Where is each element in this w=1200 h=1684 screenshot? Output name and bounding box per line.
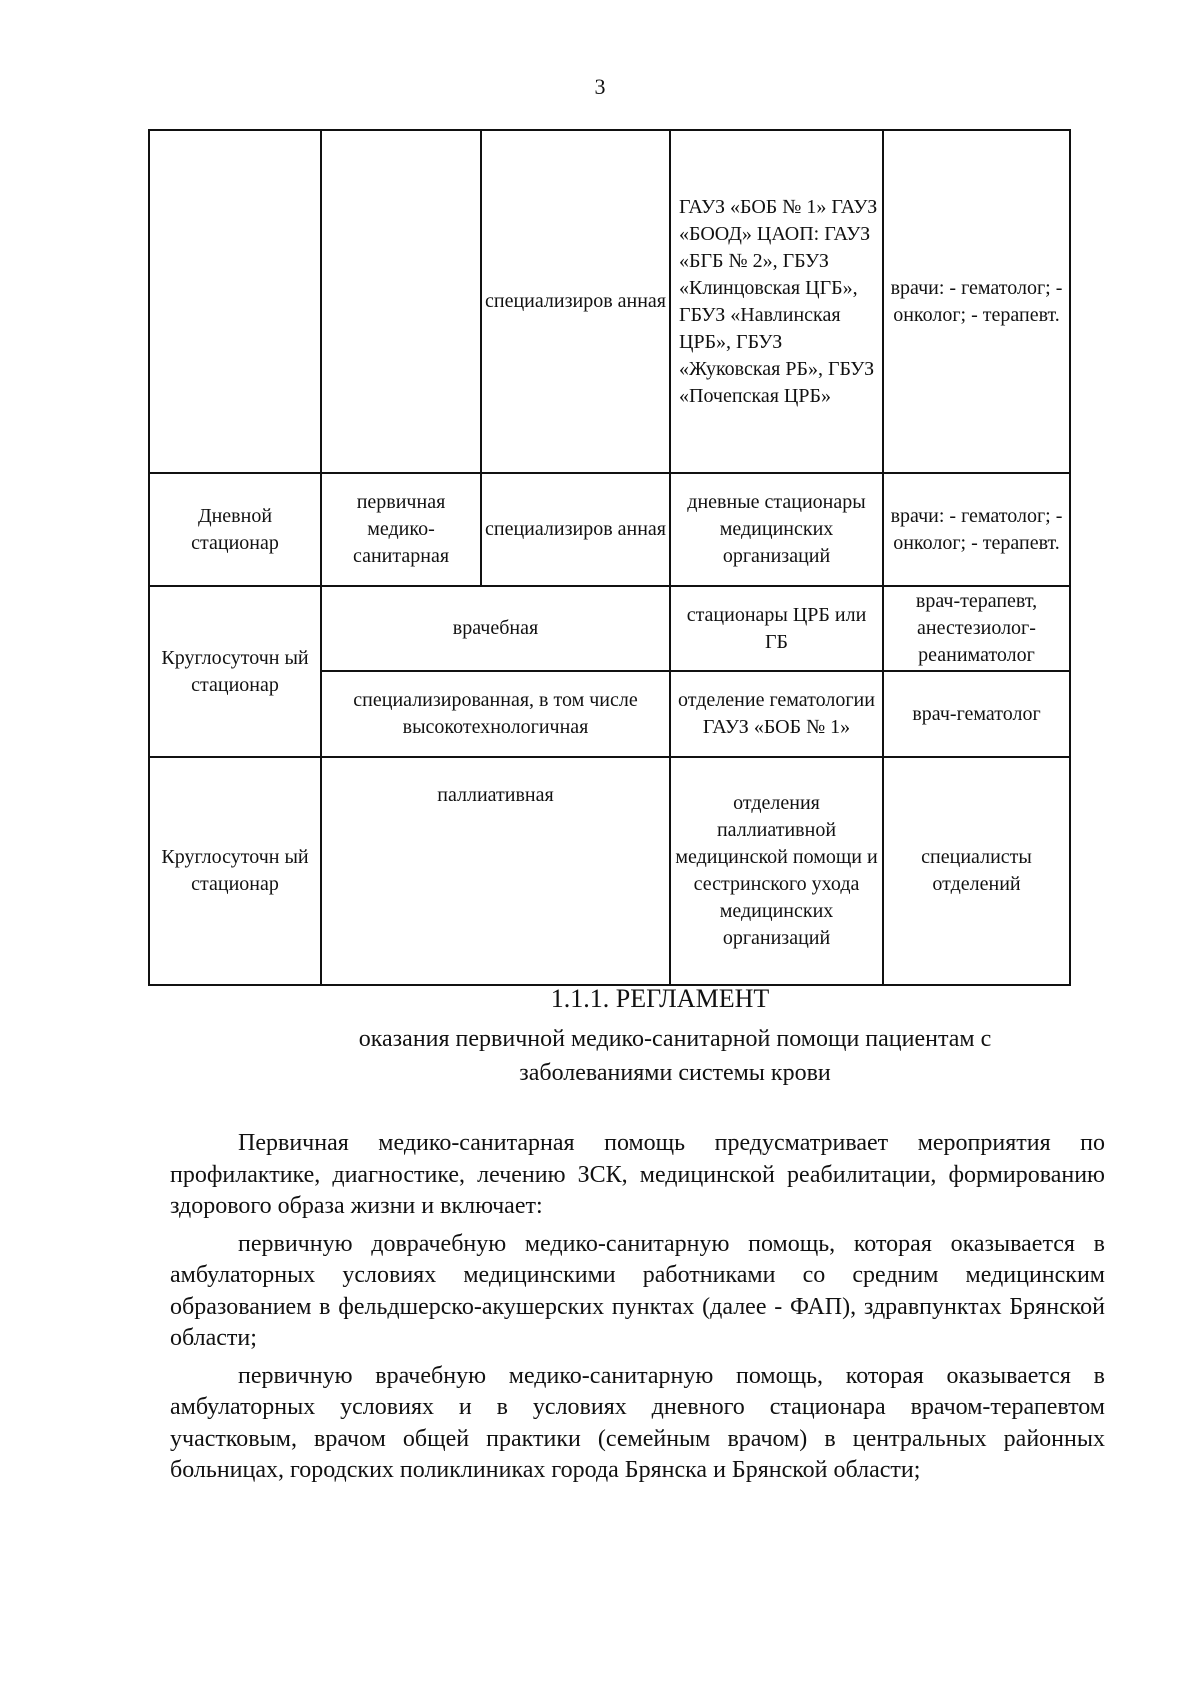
body-text — [170, 1128, 1105, 1487]
cell-orgs: стационары ЦРБ или ГБ — [670, 586, 883, 671]
table-row — [149, 130, 1070, 473]
cell-orgs: отделения паллиативной медицинской помощи и сестринского ухода медицинских организаций — [670, 757, 883, 985]
cell-form: Дневной стационар — [149, 473, 321, 586]
cell-staff: специалисты отделений — [883, 757, 1070, 985]
cell-staff: врачи: - гематолог; - онколог; - терапевт. — [883, 130, 1070, 473]
page-number: 3 — [594, 74, 606, 99]
table-row — [149, 586, 1070, 671]
cell-staff: врач-гематолог — [883, 671, 1070, 757]
cell-type — [321, 130, 481, 473]
table-row — [149, 473, 1070, 586]
table-row — [149, 757, 1070, 985]
cell-orgs: отделение гематологии ГАУЗ «БОБ № 1» — [670, 671, 883, 757]
paragraph: первичную доврачебную медико-санитарную помощь, которая оказывается в амбулаторных условиях медицинскими работниками со средним медицинским образованием в фельдшерско-акушерских пунктах (далее - ФАП), здравпунктах Брянской области; — [170, 1230, 1105, 1351]
cell-staff: врач-терапевт, анестезиолог-реаниматолог — [883, 586, 1070, 671]
section-title: 1.1.1. РЕГЛАМЕНТ — [550, 984, 770, 1013]
paragraph: первичную врачебную медико-санитарную помощь, которая оказывается в амбулаторных условиях и в условиях дневного стационара врачом-терапевтом участковым, врачом общей практики (семейным врачом) в центральных районных больницах, городских поликлиниках города Брянска и Брянской области; — [170, 1362, 1105, 1483]
cell-kind: специализиров анная — [481, 130, 670, 473]
cell-type: первичная медико-санитарная — [321, 473, 481, 586]
cell-form — [149, 130, 321, 473]
paragraph: Первичная медико-санитарная помощь предусматривает мероприятия по профилактике, диагностике, лечению ЗСК, медицинской реабилитации, формированию здорового образа жизни и включает: — [170, 1130, 1105, 1219]
section-subtitle: оказания первичной медико-санитарной помощи пациентам с заболеваниями системы крови — [358, 1026, 992, 1086]
cell-orgs: ГАУЗ «БОБ № 1» ГАУЗ «БООД» ЦАОП: ГАУЗ «БГБ № 2», ГБУЗ «Клинцовская ЦГБ», ГБУЗ «Навлинская ЦРБ», ГБУЗ «Жуковская РБ», ГБУЗ «Почепская ЦРБ» — [670, 130, 883, 473]
cell-form: Круглосуточн ый стационар — [149, 586, 321, 757]
cell-kind: паллиативная — [321, 757, 670, 985]
care-table — [148, 129, 1071, 986]
cell-kind: специализированная, в том числе высокотехнологичная — [321, 671, 670, 757]
cell-form: Круглосуточн ый стационар — [149, 757, 321, 985]
cell-kind: врачебная — [321, 586, 670, 671]
cell-kind: специализиров анная — [481, 473, 670, 586]
cell-staff: врачи: - гематолог; - онколог; - терапевт. — [883, 473, 1070, 586]
cell-orgs: дневные стационары медицинских организаций — [670, 473, 883, 586]
